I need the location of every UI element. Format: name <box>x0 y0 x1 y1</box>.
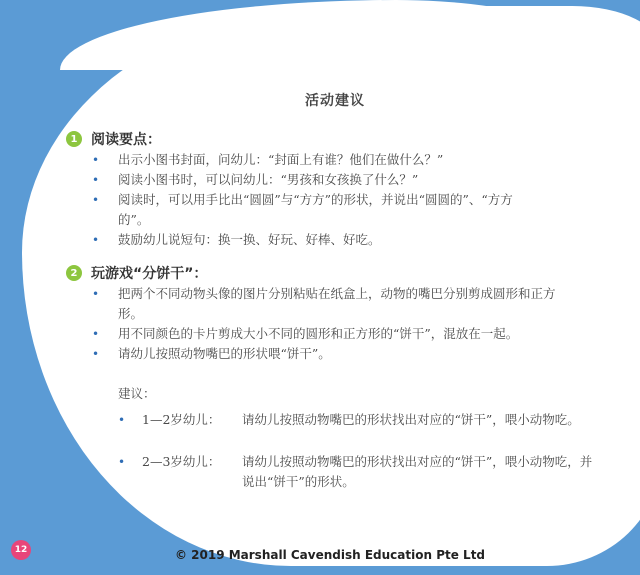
advice-text: 请幼儿按照动物嘴巴的形状找出对应的“饼干”，喂小动物吃，并说出“饼干”的形状。 <box>242 454 593 489</box>
advice-item <box>118 452 598 492</box>
list-item: • 阅读小图书时，可以问幼儿：“男孩和女孩换了什么？” <box>66 170 606 190</box>
page-title: 活动建议 <box>305 93 365 109</box>
list-item: • 鼓励幼儿说短句：换一换、好玩、好棒、好吃。 <box>66 230 606 250</box>
advice-item <box>118 410 598 430</box>
advice-age: 2—3岁幼儿： <box>142 454 221 469</box>
section-heading <box>66 128 606 150</box>
bullet-list <box>66 284 606 364</box>
number-badge: 2 <box>66 265 82 281</box>
bullet-icon: • <box>92 153 100 167</box>
page-number-badge: 12 <box>11 540 31 560</box>
list-item: • 出示小图书封面，问幼儿：“封面上有谁？他们在做什么？” <box>66 150 606 170</box>
list-item: • 请幼儿按照动物嘴巴的形状喂“饼干”。 <box>66 344 606 364</box>
section-title: 阅读要点： <box>91 132 161 148</box>
bullet-icon: • <box>92 347 100 361</box>
list-item: • 用不同颜色的卡片剪成大小不同的圆形和正方形的“饼干”，混放在一起。 <box>66 324 578 344</box>
section-cookie-game <box>66 262 606 364</box>
bullet-icon: • <box>118 413 126 427</box>
bullet-icon: • <box>92 233 100 247</box>
bullet-icon: • <box>92 327 100 341</box>
bullet-icon: • <box>92 287 100 301</box>
number-badge: 1 <box>66 131 82 147</box>
advice-label: 建议： <box>118 386 156 401</box>
copyright-notice: © 2019 Marshall Cavendish Education Pte Ltd <box>174 548 486 562</box>
list-item: • 阅读时，可以用手比出“圆圆”与“方方”的形状，并说出“圆圆的”、“方方的”。 <box>92 192 513 227</box>
bullet-icon: • <box>92 193 100 207</box>
bullet-icon: • <box>92 173 100 187</box>
bullet-icon: • <box>118 455 126 469</box>
section-reading-points <box>66 128 606 250</box>
advice-text: 请幼儿按照动物嘴巴的形状找出对应的“饼干”，喂小动物吃。 <box>242 412 580 427</box>
section-title: 玩游戏“分饼干”： <box>91 266 208 282</box>
advice-age: 1—2岁幼儿： <box>142 412 221 427</box>
section-heading <box>66 262 606 284</box>
list-item: • 把两个不同动物头像的图片分别粘贴在纸盒上，动物的嘴巴分别剪成圆形和正方形。 <box>92 286 556 321</box>
bullet-list <box>66 150 606 250</box>
